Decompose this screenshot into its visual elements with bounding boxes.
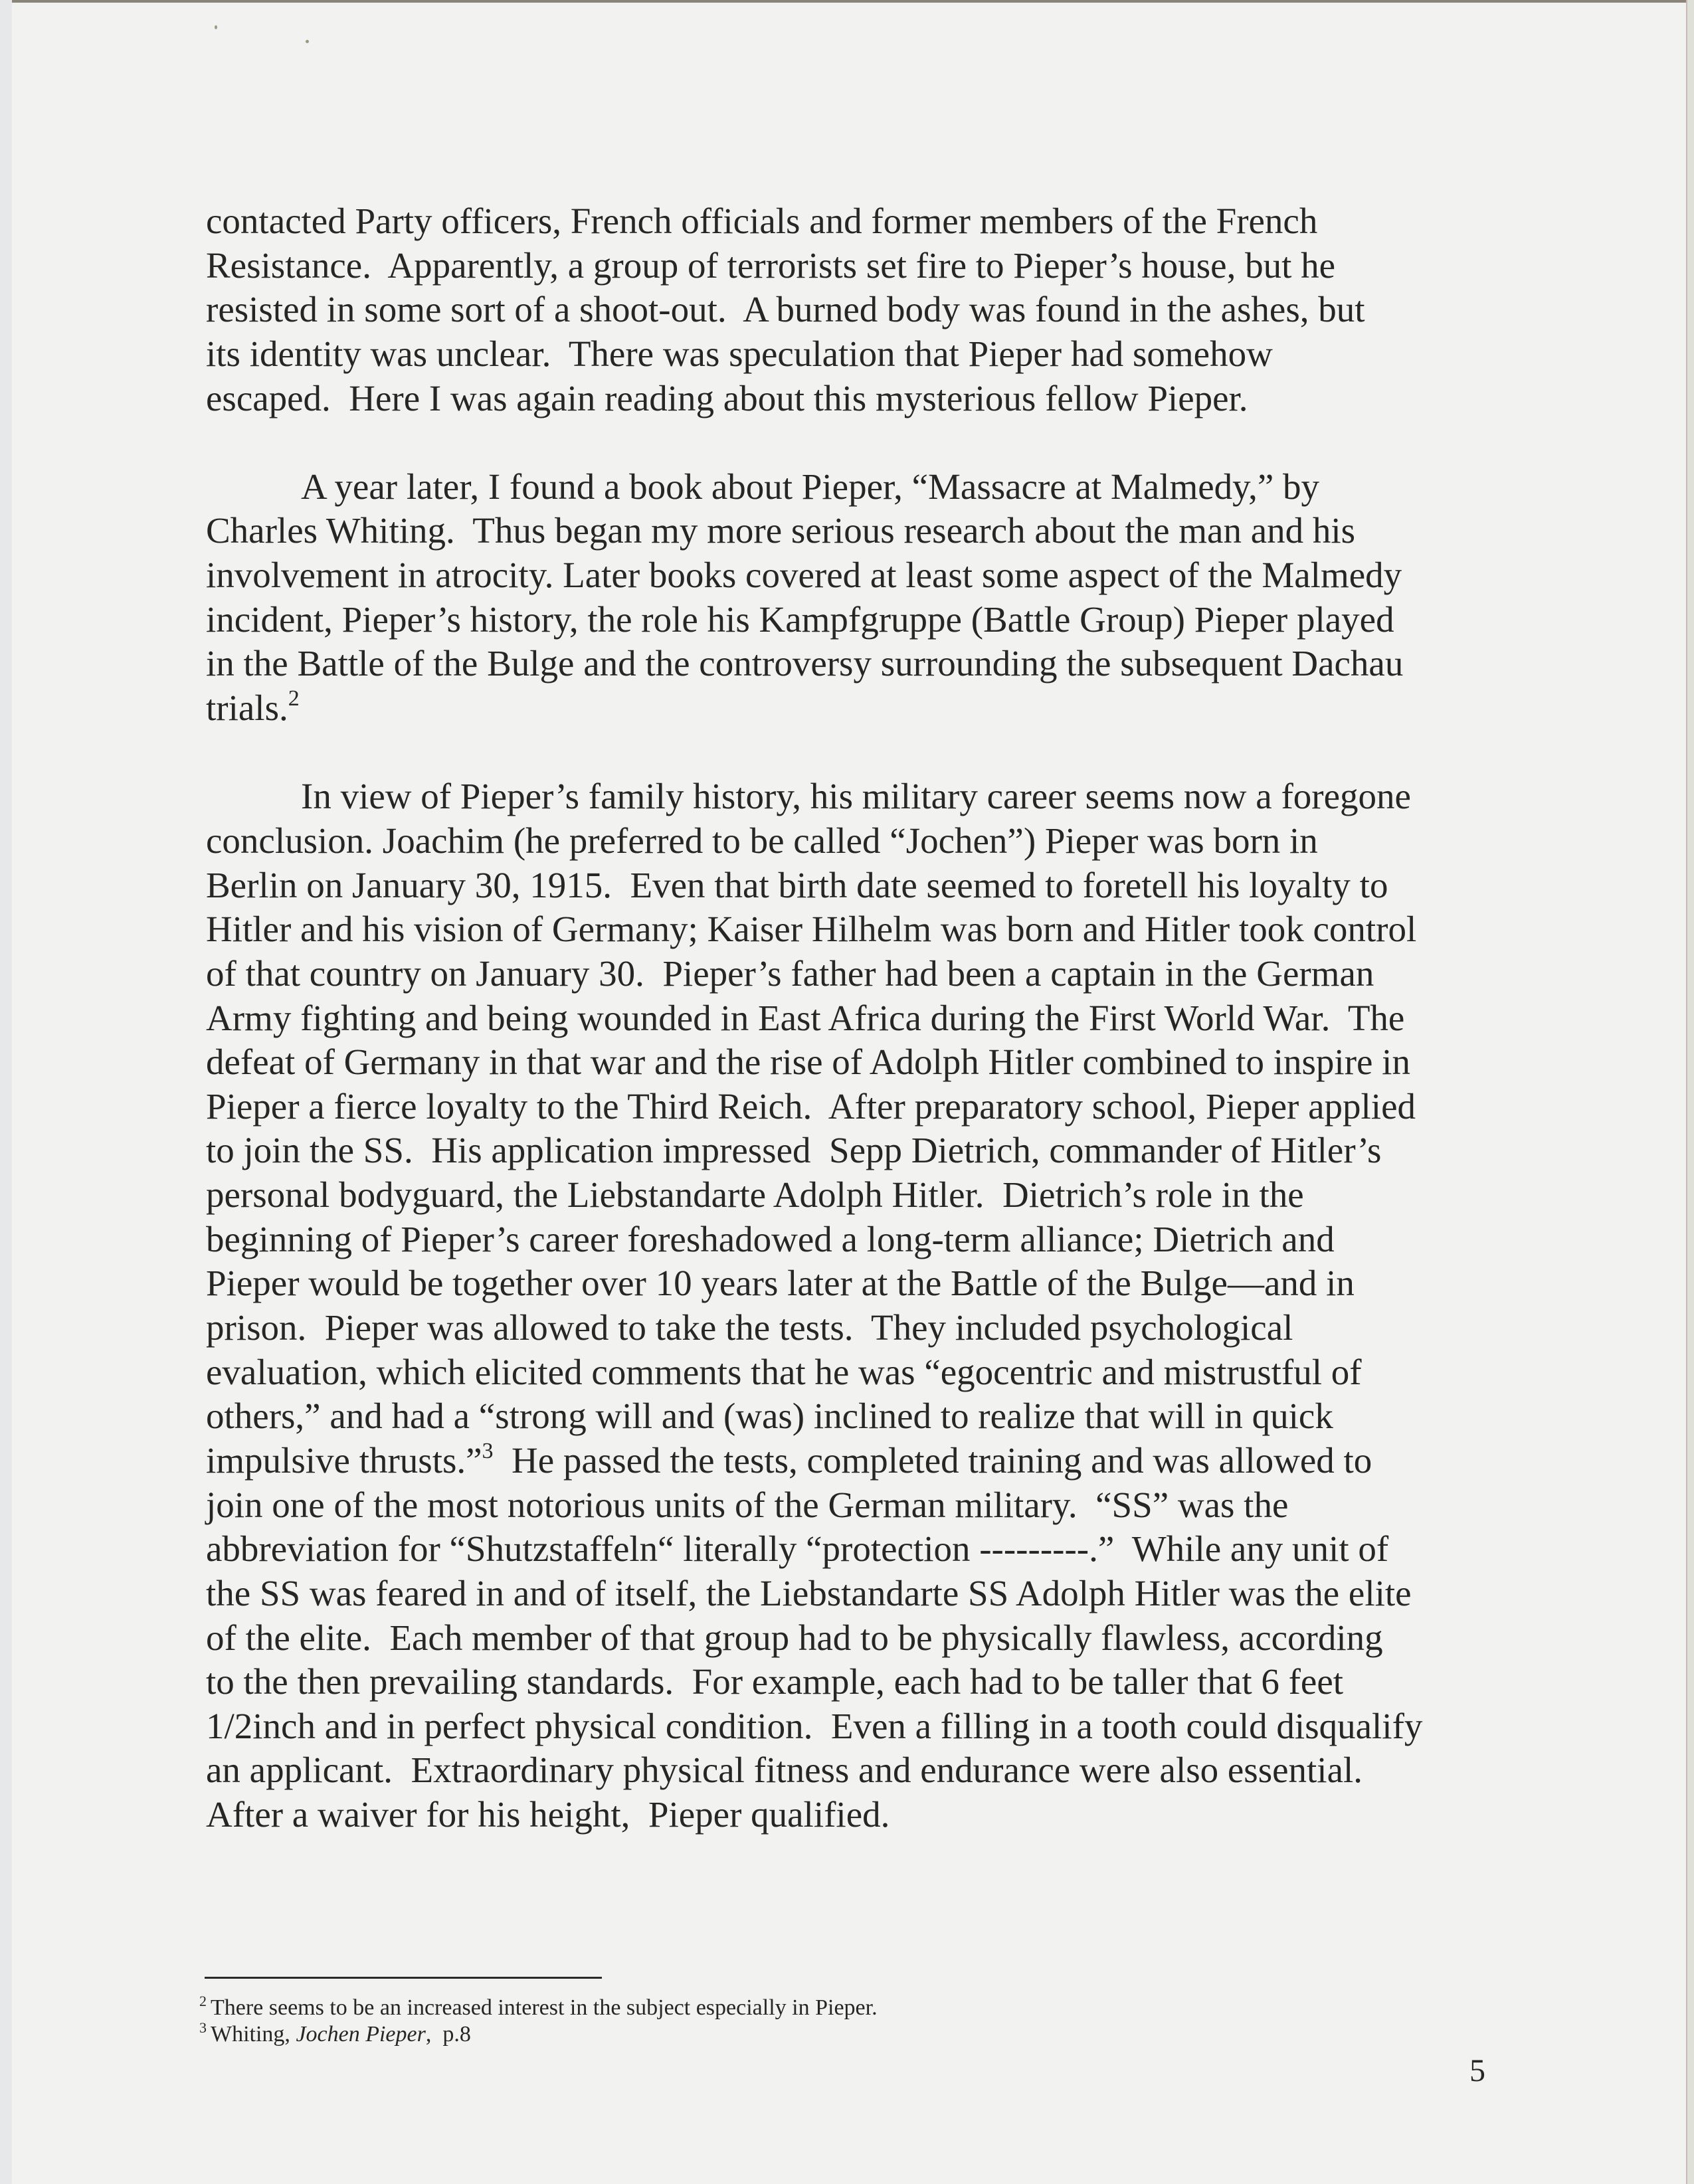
footnote-ref-3[interactable]: 3 bbox=[482, 1438, 494, 1463]
text-line: defeat of Germany in that war and the rise of Adolph Hitler combined to inspire in bbox=[206, 1042, 1410, 1083]
text-line: Berlin on January 30, 1915. Even that birth date seemed to foretell his loyalty to bbox=[206, 864, 1388, 905]
text-line: join one of the most notorious units of the German military. “SS” was the bbox=[206, 1484, 1289, 1525]
scan-edge-right bbox=[1686, 0, 1694, 2184]
text-line: After a waiver for his height, Pieper qualified. bbox=[206, 1794, 890, 1835]
text-line: abbreviation for “Shutzstaffeln“ literally “protection ---------.” While any unit of bbox=[206, 1528, 1389, 1570]
text-line: Pieper would be together over 10 years later at the Battle of the Bulge—and in bbox=[206, 1263, 1355, 1304]
footnote-book-title: Jochen Pieper bbox=[296, 2022, 426, 2047]
footnote-number: 3 bbox=[199, 2019, 207, 2036]
text-line: conclusion. Joachim (he preferred to be called “Jochen”) Pieper was born in bbox=[206, 820, 1318, 861]
paragraph-gap bbox=[206, 420, 1422, 465]
text-line: in the Battle of the Bulge and the controversy surrounding the subsequent Dachau bbox=[206, 643, 1404, 684]
text-line: to the then prevailing standards. For example, each had to be taller that 6 feet bbox=[206, 1661, 1344, 1702]
scan-edge-left bbox=[0, 0, 12, 2184]
text-line: others,” and had a “strong will and (was) inclined to realize that will in quick bbox=[206, 1396, 1333, 1437]
paragraph-gap bbox=[206, 731, 1422, 775]
text-line bbox=[206, 686, 1422, 731]
text-line: resisted in some sort of a shoot-out. A burned body was found in the ashes, but bbox=[206, 289, 1365, 330]
paragraph-3 bbox=[206, 774, 1422, 1837]
text-line: evaluation, which elicited comments that he was “egocentric and mistrustful of bbox=[206, 1351, 1362, 1392]
text-line: Pieper a fierce loyalty to the Third Reich. After preparatory school, Pieper applied bbox=[206, 1085, 1416, 1127]
text-line: contacted Party officers, French officials and former members of the French bbox=[206, 201, 1318, 241]
text-line: its identity was unclear. There was speculation that Pieper had somehow bbox=[206, 333, 1273, 374]
text-line: incident, Pieper’s history, the role his Kampfgruppe (Battle Group) Pieper played bbox=[206, 598, 1394, 640]
text-line: to join the SS. His application impressed Sepp Dietrich, commander of Hitler’s bbox=[206, 1130, 1382, 1171]
footnote-3 bbox=[199, 2021, 878, 2048]
text-line: In view of Pieper’s family history, his military career seems now a foregone bbox=[301, 776, 1411, 817]
text-fragment: He passed the tests, completed training and was allowed to bbox=[493, 1439, 1372, 1481]
footnotes bbox=[199, 1995, 878, 2048]
text-line: Army fighting and being wounded in East Africa during the First World War. The bbox=[206, 997, 1405, 1038]
footnote-text: , p.8 bbox=[425, 2022, 471, 2047]
paragraph-2 bbox=[206, 465, 1422, 731]
page-number: 5 bbox=[1469, 2053, 1485, 2088]
footnote-text: Whiting, bbox=[211, 2022, 296, 2047]
text-fragment: trials. bbox=[206, 687, 288, 729]
text-line: Resistance. Apparently, a group of terrorists set fire to Pieper’s house, but he bbox=[206, 244, 1336, 286]
footnote-ref-2[interactable]: 2 bbox=[288, 686, 300, 711]
text-line: of the elite. Each member of that group had to be physically flawless, according bbox=[206, 1617, 1383, 1658]
text-line: Charles Whiting. Thus began my more serious research about the man and his bbox=[206, 510, 1356, 551]
text-line: involvement in atrocity. Later books covered at least some aspect of the Malmedy bbox=[206, 555, 1402, 596]
footnote-text: There seems to be an increased interest in the subject especially in Pieper. bbox=[211, 1995, 878, 2020]
text-line: 1/2inch and in perfect physical condition. Even a filling in a tooth could disqualify bbox=[206, 1705, 1423, 1746]
paragraph-1 bbox=[206, 199, 1422, 420]
text-line: prison. Pieper was allowed to take the tests. They included psychological bbox=[206, 1307, 1293, 1348]
text-line: A year later, I found a book about Pieper, “Massacre at Malmedy,” by bbox=[301, 466, 1320, 507]
body-text bbox=[206, 199, 1422, 1837]
footnote-separator bbox=[205, 1977, 602, 1979]
text-line: personal bodyguard, the Liebstandarte Adolph Hitler. Dietrich’s role in the bbox=[206, 1174, 1304, 1216]
text-line: Hitler and his vision of Germany; Kaiser Hilhelm was born and Hitler took control bbox=[206, 909, 1417, 950]
text-line: escaped. Here I was again reading about this mysterious fellow Pieper. bbox=[206, 377, 1248, 418]
scan-speck bbox=[306, 40, 309, 43]
text-line: beginning of Pieper’s career foreshadowed a long-term alliance; Dietrich and bbox=[206, 1218, 1335, 1259]
text-line bbox=[206, 1439, 1422, 1483]
scan-speck bbox=[215, 25, 217, 29]
text-fragment: impulsive thrusts.” bbox=[206, 1439, 482, 1481]
text-line: an applicant. Extraordinary physical fitness and endurance were also essential. bbox=[206, 1750, 1363, 1791]
footnote-2 bbox=[199, 1995, 878, 2021]
text-line: of that country on January 30. Pieper’s father had been a captain in the German bbox=[206, 953, 1374, 994]
footnote-number: 2 bbox=[199, 1993, 207, 2009]
text-line: the SS was feared in and of itself, the Liebstandarte SS Adolph Hitler was the elite bbox=[206, 1572, 1412, 1613]
